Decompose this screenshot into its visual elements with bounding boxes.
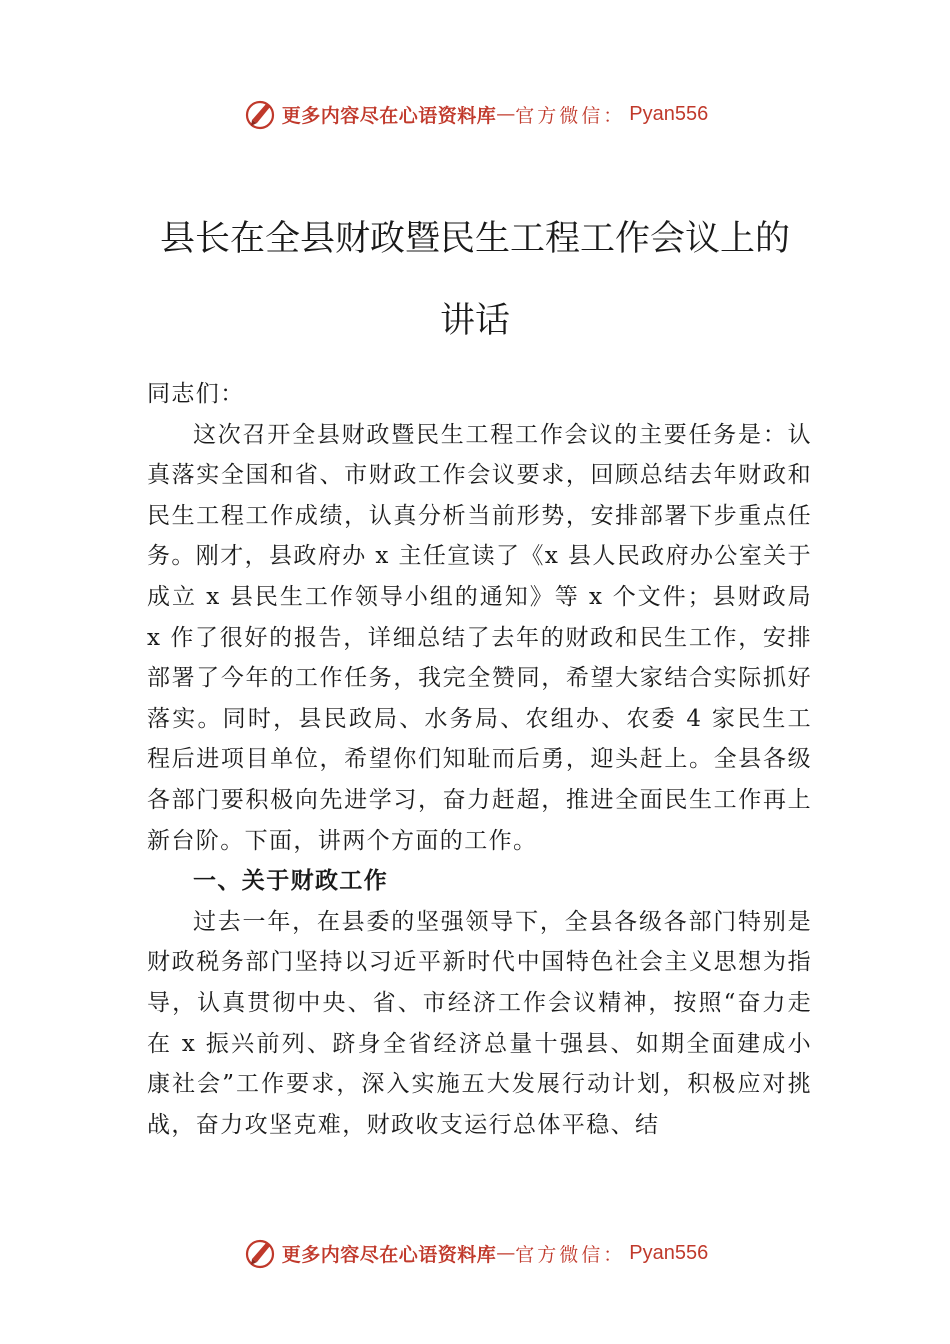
- banner-dash: —: [496, 103, 516, 125]
- banner-wechat-label: 官方微信：: [515, 1243, 626, 1266]
- banner-wechat-label: 官方微信：: [515, 104, 626, 127]
- paragraph-finance: 过去一年，在县委的坚强领导下，全县各级各部门特别是财政税务部门坚持以习近平新时代中国特色社会主义思想为指导，认真贯彻中央、省、市经济工作会议精神，按照“奋力走在 x 振兴前列、跻身全省经济总量十强县、如期全面建成小康社会”工作要求，深入实施五大发展行动计划，积极应对挑战，奋力攻坚克难，财政收支运行总体平稳、结: [147, 908, 812, 1138]
- salutation: 同志们：: [147, 381, 245, 407]
- pen-logo-icon: [242, 96, 278, 132]
- banner-brand-text: 更多内容尽在心语资料库: [281, 1243, 497, 1266]
- paragraph-intro: 这次召开全县财政暨民生工程工作会议的主要任务是：认真落实全国和省、市财政工作会议要求，回顾总结去年财政和民生工程工作成绩，认真分析当前形势，安排部署下步重点任务。刚才，县政府办 x 主任宣读了《x 县人民政府办公室关于成立 x 县民生工作领导小组的通知》等 x 个文件；县财政局 x 作了很好的报告，详细总结了去年的财政和民生工作，安排部署了今年的工作任务，我完全赞同，希望大家结合实际抓好落实。同时，县民政局、水务局、农组办、农委 4 家民生工程后进项目单位，希望你们知耻而后勇，迎头赶上。全县各级各部门要积极向先进学习，奋力赶超，推进全面民生工作再上新台阶。下面，讲两个方面的工作。: [147, 421, 812, 854]
- banner-wechat-handle: Pyan556: [629, 102, 709, 125]
- section-heading: 一、关于财政工作: [193, 868, 389, 895]
- title-line-2: 讲话: [439, 301, 510, 341]
- banner-wechat-handle: Pyan556: [629, 1241, 709, 1264]
- banner-dash: —: [496, 1242, 516, 1264]
- banner-brand-text: 更多内容尽在心语资料库: [281, 104, 497, 127]
- pen-logo-icon: [242, 1235, 278, 1271]
- document-body: [147, 374, 812, 1145]
- header-watermark-banner: [0, 94, 950, 134]
- document-title: [100, 198, 850, 362]
- footer-watermark-banner: [0, 1233, 950, 1273]
- title-line-1: 县长在全县财政暨民生工程工作会议上的: [159, 219, 790, 259]
